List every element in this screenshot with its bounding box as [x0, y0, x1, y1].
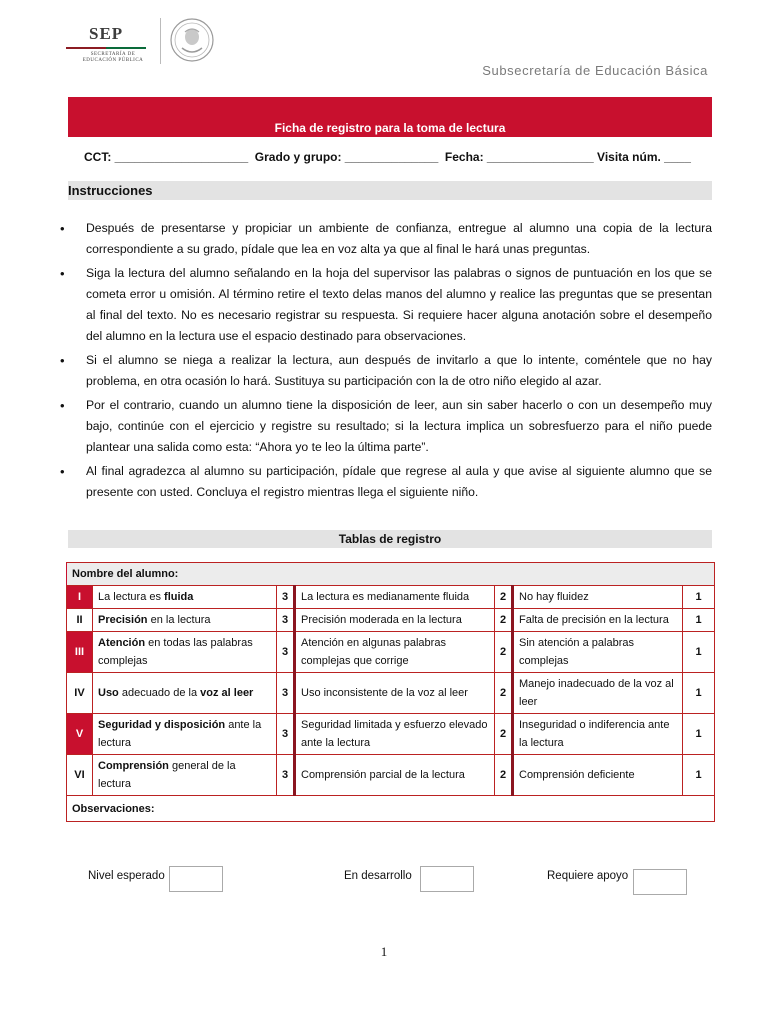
criterion-level-1: Inseguridad o indiferencia ante la lectura: [513, 714, 683, 755]
sep-logo-subtext: SECRETARÍA DE EDUCACIÓN PÚBLICA: [82, 52, 144, 63]
criterion-level-3: [93, 714, 277, 755]
criterion-level-3-text: en la lectura: [147, 614, 211, 626]
score-3[interactable]: 3: [277, 714, 295, 755]
criterion-level-1: Manejo inadecuado de la voz al leer: [513, 673, 683, 714]
criterion-level-3-text: Comprensión: [98, 760, 169, 772]
criterion-level-2: Seguridad limitada y esfuerzo elevado ante la lectura: [295, 714, 495, 755]
instruction-item: • Después de presentarse y propiciar un ambiente de confianza, entregue al alumno una copia de la lectura correspondiente a su grado, pídale que lea en voz alta ya que al final le hará unas preguntas.: [60, 218, 712, 260]
logo-divider: [160, 18, 161, 64]
level-support-label: Requiere apoyo: [547, 870, 629, 882]
criterion-number: III: [67, 632, 93, 673]
criterion-level-3: [93, 609, 277, 632]
criterion-level-2: Atención en algunas palabras complejas que corrige: [295, 632, 495, 673]
form-fields-line: CCT: ____________________ Grado y grupo: ______________ Fecha: ________________ Visita núm. ____: [84, 150, 691, 164]
criterion-level-1: Comprensión deficiente: [513, 755, 683, 796]
criterion-level-3-text: en todas las palabras complejas: [98, 637, 253, 667]
logo-stripe-green: [106, 47, 146, 49]
criterion-level-1: Falta de precisión en la lectura: [513, 609, 683, 632]
criterion-level-3-text: Uso: [98, 687, 119, 699]
score-1[interactable]: 1: [683, 755, 715, 796]
student-name-row: [67, 563, 715, 586]
registration-rows: [67, 586, 715, 796]
instruction-item: • Si el alumno se niega a realizar la lectura, aun después de invitarlo a que lo intente, coméntele que no hay problema, en otra ocasión lo hará. Sustituya su participación con la de otro niño elegido al azar.: [60, 350, 712, 392]
page-number: 1: [380, 944, 388, 959]
subsecretaria-label: Subsecretaría de Educación Básica: [482, 63, 708, 78]
score-2[interactable]: 2: [495, 632, 513, 673]
score-2[interactable]: 2: [495, 714, 513, 755]
table-row: [67, 586, 715, 609]
criterion-level-3-text: general de la lectura: [98, 760, 236, 790]
criterion-level-3-text: Atención: [98, 637, 146, 649]
score-1[interactable]: 1: [683, 632, 715, 673]
level-developing-box[interactable]: [420, 866, 474, 892]
criterion-level-1: No hay fluidez: [513, 586, 683, 609]
score-2[interactable]: 2: [495, 609, 513, 632]
table-row: [67, 609, 715, 632]
criterion-number: IV: [67, 673, 93, 714]
score-1[interactable]: 1: [683, 609, 715, 632]
tables-heading-bar: [68, 530, 712, 548]
instructions-heading-bar: [68, 181, 712, 200]
title-bar: [68, 97, 712, 137]
score-3[interactable]: 3: [277, 609, 295, 632]
criterion-level-3: [93, 673, 277, 714]
table-row: [67, 755, 715, 796]
observations-label[interactable]: Observaciones:: [67, 796, 715, 822]
criterion-number: I: [67, 586, 93, 609]
table-row: [67, 673, 715, 714]
criterion-level-3: [93, 755, 277, 796]
criterion-level-2: Comprensión parcial de la lectura: [295, 755, 495, 796]
sep-logo-word: SEP: [89, 24, 124, 43]
criterion-level-2: Uso inconsistente de la voz al leer: [295, 673, 495, 714]
score-1[interactable]: 1: [683, 714, 715, 755]
sep-logo: [66, 18, 152, 64]
score-3[interactable]: 3: [277, 586, 295, 609]
instruction-item: • Siga la lectura del alumno señalando en la hoja del supervisor las palabras o signos de puntuación en los que se cometa error u omisión. Al término retire el texto delas manos del alumno y realice las preguntas que se presentan al final del texto. No es necesario registrar su respuesta. Si requiere hacer alguna anotación sobre el desempeño del alumno en la lectura use el espacio destinado para observaciones.: [60, 263, 712, 347]
page-title: Ficha de registro para la toma de lectura: [274, 121, 506, 135]
criterion-level-2: La lectura es medianamente fluida: [295, 586, 495, 609]
score-3[interactable]: 3: [277, 632, 295, 673]
level-expected-box[interactable]: [169, 866, 223, 892]
observations-section: [67, 796, 715, 822]
criterion-number: V: [67, 714, 93, 755]
observations-row: [67, 796, 715, 822]
table-row: [67, 714, 715, 755]
national-seal-icon: [170, 18, 214, 62]
criterion-level-3-text: Precisión: [98, 614, 148, 626]
score-1[interactable]: 1: [683, 673, 715, 714]
criterion-level-1: Sin atención a palabras complejas: [513, 632, 683, 673]
criterion-level-3: [93, 632, 277, 673]
student-name-label[interactable]: Nombre del alumno:: [67, 563, 715, 586]
score-3[interactable]: 3: [277, 673, 295, 714]
level-developing-label: En desarrollo: [344, 870, 412, 882]
score-3[interactable]: 3: [277, 755, 295, 796]
registration-table-body: [67, 563, 715, 586]
criterion-level-2: Precisión moderada en la lectura: [295, 609, 495, 632]
registration-table: [66, 562, 715, 822]
criterion-level-3-text: voz al leer: [200, 687, 254, 699]
instructions-heading: Instrucciones: [68, 183, 153, 198]
instructions-list: [60, 218, 712, 506]
instruction-item: • Por el contrario, cuando un alumno tiene la disposición de leer, aun sin saber hacerlo o con un desempeño muy bajo, continúe con el ejercicio y registre su resultado; si la lectura implica un sobresfuerzo para el niño puede plantear una salida como esta: “Ahora yo te leo la última parte”.: [60, 395, 712, 458]
criterion-level-3-text: adecuado de la: [118, 687, 201, 699]
score-2[interactable]: 2: [495, 755, 513, 796]
score-2[interactable]: 2: [495, 586, 513, 609]
criterion-level-3-text: La lectura es: [98, 591, 165, 603]
score-1[interactable]: 1: [683, 586, 715, 609]
level-support-box[interactable]: [633, 869, 687, 895]
criterion-level-3-text: ante la lectura: [98, 719, 262, 749]
criterion-number: VI: [67, 755, 93, 796]
logo-stripe-red: [66, 47, 106, 49]
criterion-level-3-text: fluida: [164, 591, 194, 603]
criterion-number: II: [67, 609, 93, 632]
instruction-item: • Al final agradezca al alumno su participación, pídale que regrese al aula y que avise al siguiente alumno que se presente con usted. Concluya el registro mientras llega el siguiente niño.: [60, 461, 712, 503]
criterion-level-3: [93, 586, 277, 609]
level-expected-label: Nivel esperado: [88, 870, 165, 882]
table-row: [67, 632, 715, 673]
criterion-level-3-text: Seguridad y disposición: [98, 719, 226, 731]
tables-heading: Tablas de registro: [338, 532, 442, 546]
score-2[interactable]: 2: [495, 673, 513, 714]
